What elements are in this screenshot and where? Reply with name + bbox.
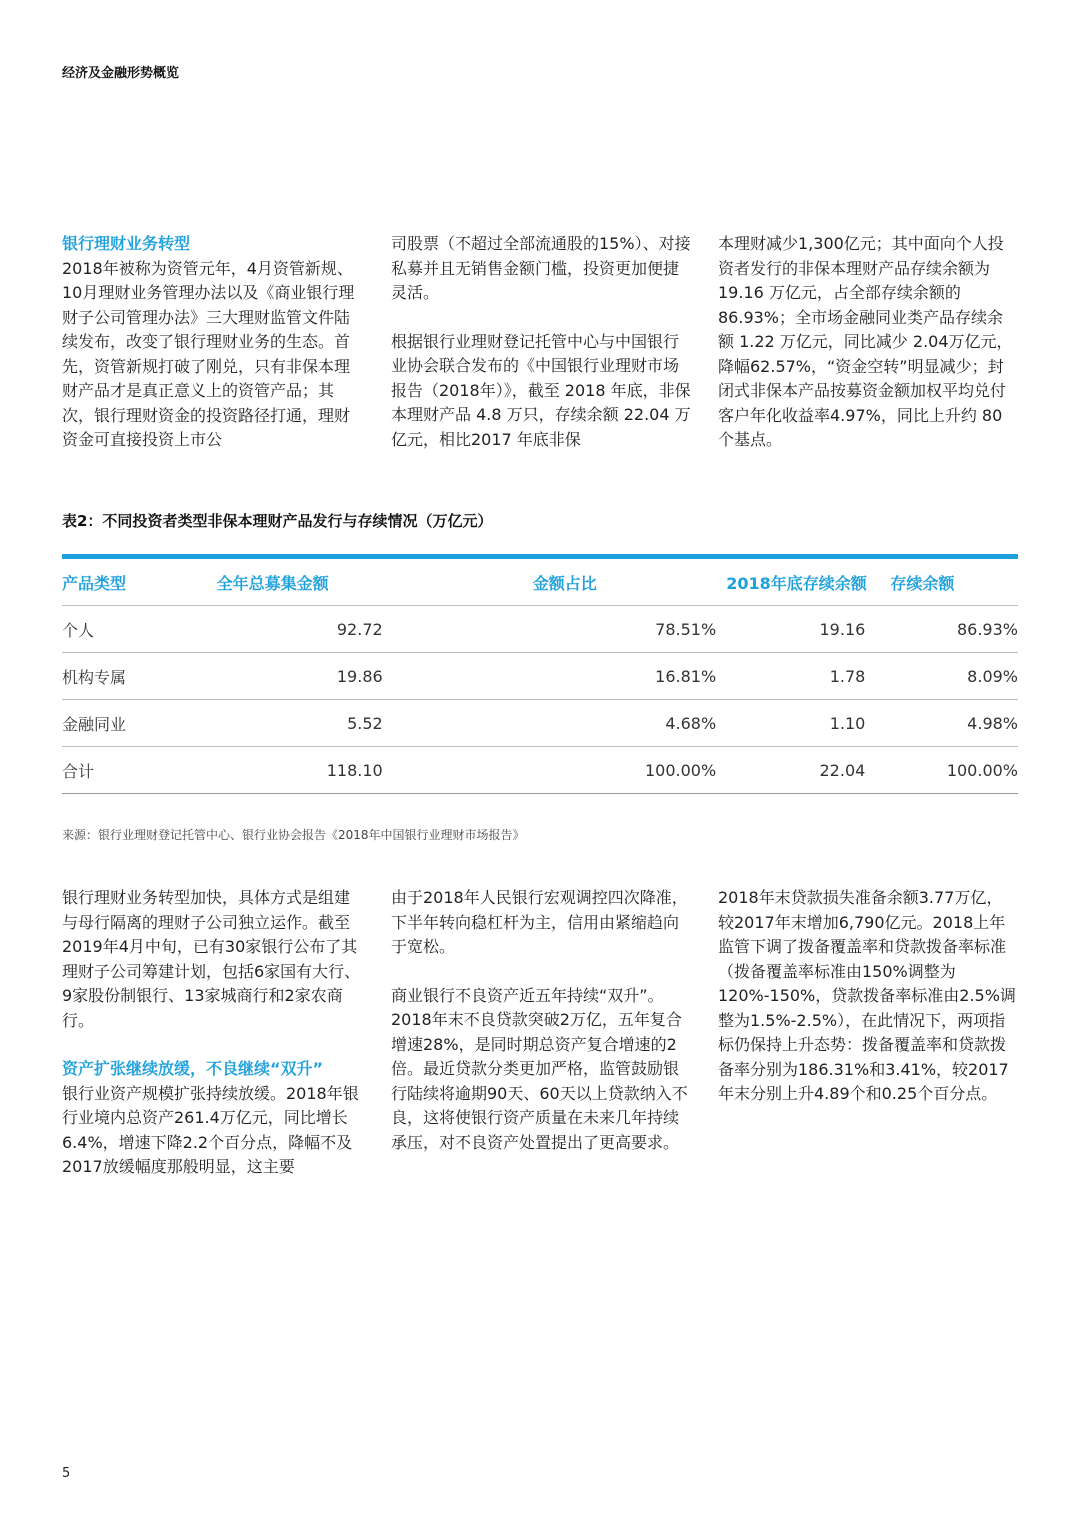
bottom-column-1 xyxy=(62,886,362,1180)
table-cell: 22.04 xyxy=(716,747,875,794)
table-source-note: 来源：银行业理财登记托管中心、银行业协会报告《2018年中国银行业理财市场报告》 xyxy=(62,828,525,842)
table-cell: 个人 xyxy=(62,606,197,653)
bottom-column-2 xyxy=(391,886,691,1155)
table-cell: 1.10 xyxy=(716,700,875,747)
top-column-2 xyxy=(391,232,691,452)
data-table xyxy=(62,559,1018,794)
table-cell: 1.78 xyxy=(716,653,875,700)
column-header: 全年总募集金额 xyxy=(197,559,483,606)
table-cell: 4.98% xyxy=(875,700,1018,747)
section-heading-wealth-transformation: 银行理财业务转型 xyxy=(62,234,191,253)
table-row xyxy=(62,700,1018,747)
table-cell: 86.93% xyxy=(875,606,1018,653)
table-cell: 机构专属 xyxy=(62,653,197,700)
paragraph: 银行业资产规模扩张持续放缓。2018年银行业境内总资产261.4万亿元，同比增长6.4%，增速下降2.2个百分点，降幅不及2017放缓幅度那般明显，这主要 xyxy=(62,1083,359,1176)
column-header: 金额占比 xyxy=(483,559,717,606)
table-cell: 78.51% xyxy=(483,606,717,653)
table-cell: 100.00% xyxy=(875,747,1018,794)
paragraph: 2018年被称为资管元年，4月资管新规、10月理财业务管理办法以及《商业银行理财子公司管理办法》三大理财监管文件陆续发布，改变了银行理财业务的生态。首先，资管新规打破了刚兑，只有非保本理财产品才是真正意义上的资管产品；其次，银行理财资金的投资路径打通，理财资金可直接投资上市公 xyxy=(62,258,355,449)
paragraph: 司股票（不超过全部流通股的15%）、对接私募并且无销售金额门槛，投资更加便捷灵活。 xyxy=(391,234,691,302)
section-heading-asset-expansion: 资产扩张继续放缓，不良继续“双升” xyxy=(62,1059,324,1078)
table-cell: 92.72 xyxy=(197,606,483,653)
table-title: 表2：不同投资者类型非保本理财产品发行与存续情况（万亿元） xyxy=(62,512,493,530)
table-row xyxy=(62,653,1018,700)
table-cell: 8.09% xyxy=(875,653,1018,700)
paragraph: 本理财减少1,300亿元；其中面向个人投资者发行的非保本理财产品存续余额为19.16 万亿元，占全部存续余额的86.93%；全市场金融同业类产品存续余额 1.22 万亿元，同比减少 2.04万亿元，降幅62.57%，“资金空转”明显减少；封闭式非保本产品按募资金额加权平均兑付客户年化收益率4.97%，同比上升约 80 个基点。 xyxy=(718,234,1013,449)
table-cell: 100.00% xyxy=(483,747,717,794)
paragraph: 由于2018年人民银行宏观调控四次降准，下半年转向稳杠杆为主，信用由紧缩趋向于宽松。 xyxy=(391,888,688,956)
top-column-1 xyxy=(62,232,362,453)
table-cell: 4.68% xyxy=(483,700,717,747)
page-number: 5 xyxy=(62,1466,71,1481)
paragraph: 根据银行业理财登记托管中心与中国银行业协会联合发布的《中国银行业理财市场报告（2018年）》，截至 2018 年底，非保本理财产品 4.8 万只，存续余额 22.04 万亿元，相比2017 年底非保 xyxy=(391,331,691,449)
paragraph: 2018年末贷款损失准备余额3.77万亿，较2017年末增加6,790亿元。2018上年监管下调了拨备覆盖率和贷款拨备率标准（拨备覆盖率标准由150%调整为120%-150%，贷款拨备率标准由2.5%调整为1.5%-2.5%），在此情况下，两项指标仍保持上升态势：拨备覆盖率和贷款拨备率分别为186.31%和3.41%，较2017年末分别上升4.89个和0.25个百分点。 xyxy=(718,888,1016,1103)
page-header: 经济及金融形势概览 xyxy=(62,66,180,81)
table-header-row xyxy=(62,559,1018,606)
table-row-total xyxy=(62,747,1018,794)
table-cell: 5.52 xyxy=(197,700,483,747)
table-row xyxy=(62,606,1018,653)
table-cell: 19.86 xyxy=(197,653,483,700)
column-header: 2018年底存续余额 xyxy=(716,559,875,606)
bottom-column-3 xyxy=(718,886,1018,1107)
table-cell: 19.16 xyxy=(716,606,875,653)
top-column-3 xyxy=(718,232,1018,453)
column-header: 存续余额 xyxy=(875,559,1018,606)
table-cell: 16.81% xyxy=(483,653,717,700)
column-header: 产品类型 xyxy=(62,559,197,606)
paragraph: 银行理财业务转型加快，具体方式是组建与母行隔离的理财子公司独立运作。截至2019年4月中旬，已有30家银行公布了其理财子公司筹建计划，包括6家国有大行、9家股份制银行、13家城商行和2家农商行。 xyxy=(62,888,361,1030)
table-cell: 118.10 xyxy=(197,747,483,794)
table-cell: 金融同业 xyxy=(62,700,197,747)
paragraph: 商业银行不良资产近五年持续“双升”。2018年末不良贷款突破2万亿，五年复合增速28%，是同时期总资产复合增速的2倍。最近贷款分类更加严格，监管鼓励银行陆续将逾期90天、60天以上贷款纳入不良，这将使银行资产质量在未来几年持续承压，对不良资产处置提出了更高要求。 xyxy=(391,985,688,1152)
table-cell: 合计 xyxy=(62,747,197,794)
